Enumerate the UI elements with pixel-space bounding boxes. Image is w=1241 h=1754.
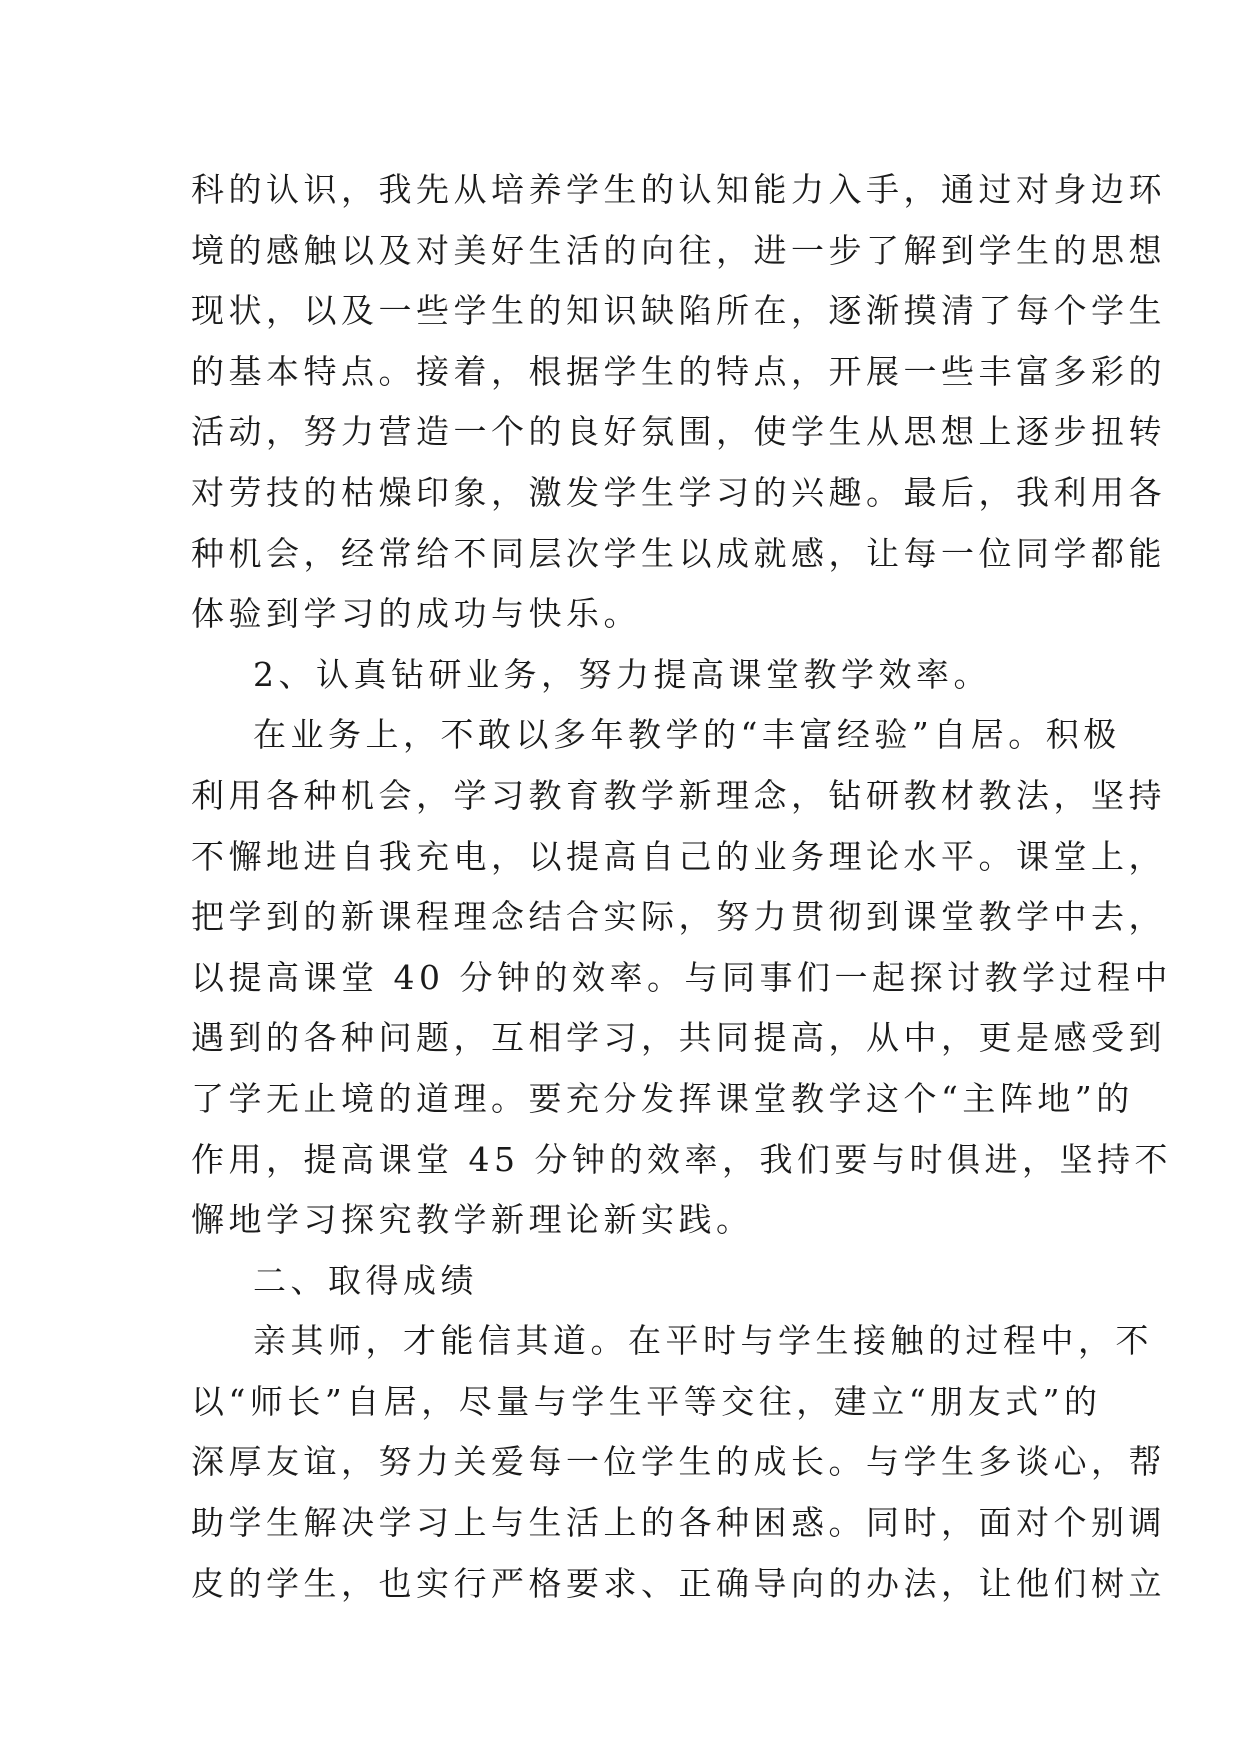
text-line: 把学到的新课程理念结合实际，努力贯彻到课堂教学中去， bbox=[191, 897, 1166, 937]
text-line: 现状，以及一些学生的知识缺陷所在，逐渐摸清了每个学生 bbox=[191, 291, 1166, 331]
text-line: 以“师长”自居，尽量与学生平等交往，建立“朋友式”的 bbox=[191, 1381, 1102, 1421]
text-line: 体验到学习的成功与快乐。 bbox=[191, 594, 641, 634]
text-line: 种机会，经常给不同层次学生以成就感，让每一位同学都能 bbox=[191, 533, 1166, 573]
text-line: 了学无止境的道理。要充分发挥课堂教学这个“主阵地”的 bbox=[191, 1078, 1134, 1118]
section-heading: 2、认真钻研业务，努力提高课堂教学效率。 bbox=[253, 654, 991, 694]
text-line: 在业务上，不敢以多年教学的“丰富经验”自居。积极 bbox=[253, 715, 1121, 755]
text-line: 助学生解决学习上与生活上的各种困惑。同时，面对个别调 bbox=[191, 1503, 1166, 1543]
text-line: 的基本特点。接着，根据学生的特点，开展一些丰富多彩的 bbox=[191, 351, 1166, 391]
text-line: 亲其师，才能信其道。在平时与学生接触的过程中，不 bbox=[253, 1321, 1153, 1361]
text-line: 不懈地进自我充电，以提高自己的业务理论水平。课堂上， bbox=[191, 836, 1166, 876]
section-heading: 二、取得成绩 bbox=[253, 1260, 478, 1300]
body-text bbox=[191, 160, 1172, 1614]
text-line: 以提高课堂 40 分钟的效率。与同事们一起探讨教学过程中 bbox=[191, 957, 1172, 997]
text-line: 作用，提高课堂 45 分钟的效率，我们要与时俱进，坚持不 bbox=[191, 1139, 1172, 1179]
text-line: 皮的学生，也实行严格要求、正确导向的办法，让他们树立 bbox=[191, 1563, 1166, 1603]
text-line: 境的感触以及对美好生活的向往，进一步了解到学生的思想 bbox=[191, 230, 1166, 270]
text-line: 遇到的各种问题，互相学习，共同提高，从中，更是感受到 bbox=[191, 1018, 1166, 1058]
text-line: 科的认识，我先从培养学生的认知能力入手，通过对身边环 bbox=[191, 170, 1166, 209]
text-line: 深厚友谊，努力关爱每一位学生的成长。与学生多谈心，帮 bbox=[191, 1442, 1166, 1482]
text-line: 对劳技的枯燥印象，激发学生学习的兴趣。最后，我利用各 bbox=[191, 472, 1166, 512]
text-line: 利用各种机会，学习教育教学新理念，钻研教材教法，坚持 bbox=[191, 775, 1166, 815]
text-line: 懈地学习探究教学新理论新实践。 bbox=[191, 1200, 754, 1240]
text-line: 活动，努力营造一个的良好氛围，使学生从思想上逐步扭转 bbox=[191, 412, 1166, 452]
